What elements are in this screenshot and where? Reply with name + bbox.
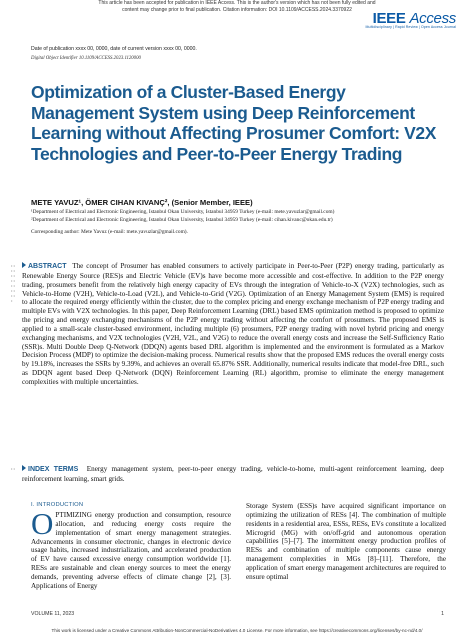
drop-cap: O <box>31 506 54 541</box>
index-terms-section <box>22 465 444 484</box>
triangle-bullet-icon <box>22 262 26 268</box>
intro-column-2: Storage System (ESS)s have acquired significant importance on optimizing the utilization of RESs [4]. The combination of multiple residents in a residential area, ESSs, RESs, EVs constitute a localized Microgrid (MG) with on/off-grid and autonomous operation capabilities [5]–[7]. The intermittent energy production profiles of RESs and combination of multiple components cause energy management complexities in MGs [8]–[11]. Therefore, the application of smart energy management architectures are required to ensure optimal <box>246 502 446 581</box>
author-list: METE YAVUZ¹, ÖMER CIHAN KIVANÇ², (Senior Member, IEEE) <box>31 198 253 207</box>
volume-label: VOLUME 11, 2023 <box>31 611 75 617</box>
notice-line-2: content may change prior to final publication. Citation information: DOI 10.1109/ACCESS.2024.3370922 <box>122 7 352 13</box>
intro-column-1 <box>31 506 231 591</box>
publication-date: Date of publication xxxx 00, 0000, date of current version xxxx 00, 0000. <box>31 46 197 52</box>
logo-ieee: IEEE <box>372 10 406 27</box>
paper-title: Optimization of a Cluster-Based Energy Management System using Deep Reinforcement Learning without Affecting Prosumer Comfort: V2X Technologies and Peer-to-Peer Energy Trading <box>31 82 437 164</box>
intro-column-1-text: PTIMIZING energy production and consumption, resource allocation, and reducing energy costs require the implementation of smart energy management strategies. Advancements in consumer electronic, changes in electronic device usage habits, increased industrialization, and accelerated production of EV have caused excessive energy consumption worldwide [1]. RESs are sustainable and clean energy sources to meet the energy demands, preventing adverse effects of climate change [2], [3]. Applications of Energy <box>31 511 231 590</box>
abstract-section <box>22 262 444 387</box>
logo-tagline: Multidisciplinary | Rapid Review | Open Access Journal <box>365 25 456 29</box>
doi-identifier: Digital Object Identifier 10.1109/ACCESS.2023.1120000 <box>31 56 141 61</box>
logo-access: Access <box>409 10 456 27</box>
affiliation-2: ²Department of Electrical and Electronic Engineering, Istanbul Okan University, Istanbul 34959 Turkey (e-mail: cihan.kivanc@okan.edu.tr) <box>31 217 333 223</box>
triangle-bullet-icon <box>22 465 26 471</box>
index-terms-text: Energy management system, peer-to-peer energy trading, vehicle-to-home, multi-agent reinforcement learning, deep reinforcement learning, smart grids. <box>22 465 444 483</box>
section-heading: I. INTRODUCTION <box>31 502 84 508</box>
license-notice: This work is licensed under a Creative Commons Attribution-NonCommercial-NoDerivatives 4.0 License. For more information, see https://creativecommons.org/licenses/by-nc-nd/4.0/ <box>51 628 423 633</box>
index-terms-label: INDEX TERMS <box>28 466 79 473</box>
corresponding-author: Corresponding author: Mete Yavuz (e-mail: mete.yavuzlar@gmail.com). <box>31 229 188 235</box>
affiliation-1: ¹Department of Electrical and Electronic Engineering, Istanbul Okan University, Istanbul 34959 Turkey (e-mail: mete.yavuzlar@gmail.com) <box>31 209 335 215</box>
ieee-access-logo <box>366 10 456 29</box>
abstract-margin-dots: • • • • • • • • • • • • • • • <box>11 263 15 303</box>
index-margin-dots: • • <box>11 466 15 471</box>
page-number: 1 <box>441 611 444 617</box>
abstract-text: The concept of Prosumer has enabled consumers to actively participate in Peer-to-Peer (P2P) energy trading, particularly as Renewable Energy Source (RES)s and Electric Vehicle (EV)s have become more accessible and cost-effective. In addition to the P2P energy trading, prosumers benefit from the relatively high energy capacity of EVs through the integration of Vehicle-to-X (V2X) technologies, such as Vehicle-to-Home (V2H), Vehicle-to-Load (V2L), and Vehicle-to-Grid (V2G). Optimization of an Energy Management System (EMS) is required to allocate the required energy efficiently within the cluster, due to the complex pricing and energy exchange mechanism of P2P energy trading and multiple EVs with V2X technologies. In this paper, Deep Reinforcement Learning (DRL) based EMS optimization method is proposed to optimize the pricing and energy exchanging mechanisms of the P2P energy trading without affecting the comfort of prosumers. The proposed EMS is applied to a small-scale cluster-based environment, including multiple (6) prosumers, P2P energy trading with novel hybrid pricing and energy exchanging mechanisms, and V2X technologies (V2H, V2L, and V2G) to reduce the overall energy costs and increase the Self-Sufficiency Ratio (SSR)s. Multi Double Deep Q-Network (DDQN) agents based DRL algorithm is implemented and the environment is formulated as a Markov Decision Process (MDP) to optimize the decision-making process. Numerical results show that the proposed EMS reduces the overall energy costs by 19.18%, increases the SSRs by 9.39%, and achieves an overall 65.87% SSR. Additionally, numerical results indicate that model-free DRL, such as DDQN agent based Deep Q-Network (DQN) Reinforcement Learning (RL) algorithm, promise to eliminate the energy management complexities with multiple uncertainties. <box>22 262 444 386</box>
notice-line-1: This article has been accepted for publication in IEEE Access. This is the author's version which has not been fully edited and <box>98 0 376 6</box>
abstract-label: ABSTRACT <box>28 263 67 270</box>
